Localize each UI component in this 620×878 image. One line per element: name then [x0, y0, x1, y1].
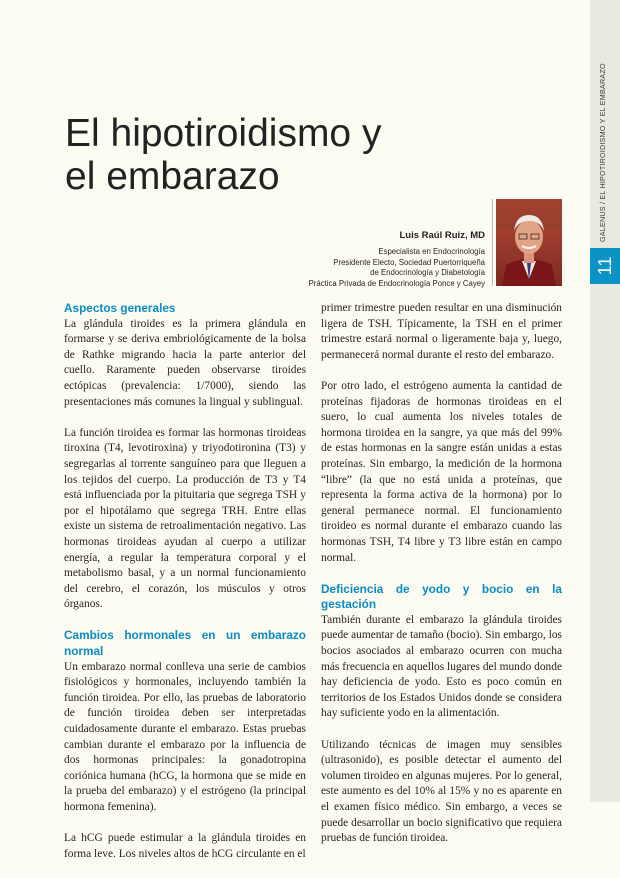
paragraph: Por otro lado, el estrógeno aumenta la cantidad de proteínas fijadoras de hormonas tiroideas en el suero, lo cual aumenta los niveles totales de hormona tiroidea en la sangre, ya que más del 99% de estas hormonas en la sangre están unidas a estas proteínas. Sin embargo, la medición de la hormona “libre” (la que no está unida a proteínas, que representa la forma activa de la hormona) por lo general permanece normal. El funcionamiento tiroideo es normal durante el embarazo cuando las hormonas TSH, T4 libre y T3 libre están en campo normal. [321, 379, 562, 564]
author-block [309, 230, 485, 289]
article-title [65, 112, 505, 198]
paragraph: La glándula tiroides es la primera glándula en formarse y se deriva embriológicamente de la bolsa de Rathke migrando hacia la parte anterior del cuello. Raramente pueden observarse tiroides ectópicas (prevalencia: 1/7000), siendo las presentaciones más comunes la lingual y sublingual. [64, 317, 306, 408]
title-line-2: el embarazo [65, 155, 280, 198]
paragraph: También durante el embarazo la glándula tiroides puede aumentar de tamaño (bocio). Sin embargo, los bocios asociados al embarazo ocurren con mucha más frecuencia en aquellos lugares del mundo donde hay deficiencia de yodo. Esto es poco común en territorios de los Estados Unidos donde se considera hay suficiente yodo en la alimentación. [321, 613, 562, 720]
title-line-1: El hipotiroidismo y [65, 112, 382, 155]
author-affiliation: de Endocrinología y Diabetología [370, 268, 485, 278]
left-column [64, 301, 306, 878]
author-photo [496, 199, 562, 286]
section-heading-deficiencia: Deficiencia de yodo y bocio en la gestación [321, 581, 562, 612]
paragraph: Utilizando técnicas de imagen muy sensibles (ultrasonido), es posible detectar el aumento del volumen tiroideo en algunas mujeres. Por lo general, este aumento es del 10% al 15% y no es aparente en el examen físico médico. Sin embargo, a veces se puede desarrollar un bocio significativo que requiera pruebas de función tiroidea. [321, 738, 562, 845]
section-heading-aspectos: Aspectos generales [64, 301, 176, 315]
author-affiliation: Especialista en Endocrinología [378, 247, 485, 256]
running-head: GALENUS / EL HIPOTIROIDISMO Y EL EMBARAZO [598, 63, 607, 242]
page-number: 11 [595, 256, 615, 276]
paragraph: La hCG puede estimular a la glándula tiroides en forma leve. Los niveles altos de hCG circulante en el [64, 832, 306, 860]
author-affiliation: Práctica Privada de Endocrinología Ponce y Cayey [308, 278, 485, 288]
section-heading-cambios: Cambios hormonales en un embarazo normal [64, 628, 306, 659]
photo-divider [492, 199, 493, 286]
right-column [321, 301, 562, 862]
paragraph: Un embarazo normal conlleva una serie de cambios fisiológicos y hormonales, incluyendo también la función tiroidea. Por ello, las pruebas de laboratorio de función tiroidea deben ser interpretadas cuidadosamente durante el embarazo. Estas pruebas cambian durante el embarazo por la influencia de dos hormonas principales: la gonadotropina coriónica humana (hCG, la hormona que se mide en la prueba del embarazo) y el estrógeno (la principal hormona femenina). [64, 660, 306, 813]
paragraph: primer trimestre pueden resultar en una disminución ligera de TSH. Típicamente, la TSH en el primer trimestre estará normal o ligeramente baja y, luego, permanecerá normal durante el resto del embarazo. [321, 302, 562, 361]
author-affiliation: Presidente Electo, Sociedad Puertorriqueña [333, 257, 485, 267]
author-name: Luis Raúl Ruiz, MD [399, 230, 485, 241]
paragraph: La función tiroidea es formar las hormonas tiroideas tiroxina (T4, levotiroxina) y triyodotironina (T3) y segregarlas al torrente sanguíneo para que lleguen a los tejidos del cuerpo. La producción de T3 y T4 está influenciada por la pituitaria que segrega TSH y por el hipotálamo que segrega TRH. Entre ellas existe un sistema de retroalimentación negativo. Las hormonas tiroideas ayudan al cuerpo a utilizar energía, a regular la temperatura corporal y el metabolismo basal, y a un normal funcionamiento del cerebro, el corazón, los músculos y otros órganos. [64, 426, 306, 611]
